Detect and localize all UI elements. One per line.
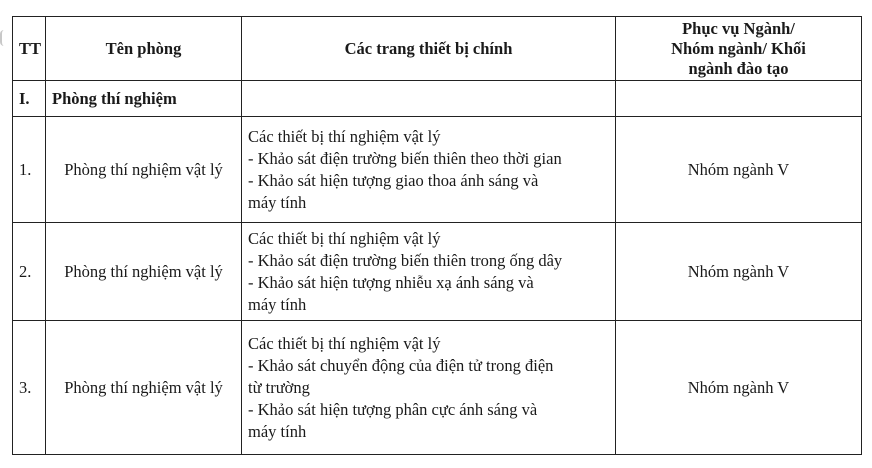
equipment-line: máy tính <box>248 294 307 314</box>
room-name: Phòng thí nghiệm vật lý <box>46 321 242 455</box>
table-header-row <box>13 17 862 81</box>
service-group: Nhóm ngành V <box>616 223 862 321</box>
equipment-line: - Khảo sát chuyển động của điện tử trong điện <box>248 355 554 375</box>
table-row <box>13 321 862 455</box>
page-edge-mark <box>0 30 8 46</box>
equipment-line: - Khảo sát hiện tượng giao thoa ánh sáng và <box>248 170 539 190</box>
equipment-line: từ trường <box>248 377 310 397</box>
room-name: Phòng thí nghiệm vật lý <box>46 117 242 223</box>
header-service-line: Nhóm ngành/ Khối <box>671 38 806 58</box>
section-empty-cell <box>616 81 862 117</box>
section-empty-cell <box>242 81 616 117</box>
row-number: 1. <box>13 117 46 223</box>
equipment-line: Các thiết bị thí nghiệm vật lý <box>248 333 441 353</box>
service-group: Nhóm ngành V <box>616 117 862 223</box>
equipment-line: Các thiết bị thí nghiệm vật lý <box>248 228 441 248</box>
header-service-line: Phục vụ Ngành/ <box>682 18 795 38</box>
equipment-list <box>242 117 616 223</box>
service-group: Nhóm ngành V <box>616 321 862 455</box>
section-number: I. <box>13 81 46 117</box>
header-equipment: Các trang thiết bị chính <box>242 17 616 81</box>
equipment-table <box>12 16 862 455</box>
equipment-line: máy tính <box>248 192 307 212</box>
table-row <box>13 223 862 321</box>
equipment-list <box>242 223 616 321</box>
equipment-line: - Khảo sát điện trường biến thiên trong ống dây <box>248 250 563 270</box>
equipment-list <box>242 321 616 455</box>
section-row <box>13 81 862 117</box>
header-service-line: ngành đào tạo <box>688 58 789 78</box>
row-number: 2. <box>13 223 46 321</box>
table-row <box>13 117 862 223</box>
room-name: Phòng thí nghiệm vật lý <box>46 223 242 321</box>
section-title: Phòng thí nghiệm <box>46 81 242 117</box>
equipment-line: - Khảo sát hiện tượng phân cực ánh sáng và <box>248 399 538 419</box>
header-service <box>616 17 862 81</box>
equipment-line: Các thiết bị thí nghiệm vật lý <box>248 126 441 146</box>
header-tt: TT <box>13 17 46 81</box>
equipment-line: - Khảo sát hiện tượng nhiễu xạ ánh sáng và <box>248 272 534 292</box>
equipment-line: - Khảo sát điện trường biến thiên theo thời gian <box>248 148 562 168</box>
header-room-name: Tên phòng <box>46 17 242 81</box>
equipment-line: máy tính <box>248 421 307 441</box>
row-number: 3. <box>13 321 46 455</box>
